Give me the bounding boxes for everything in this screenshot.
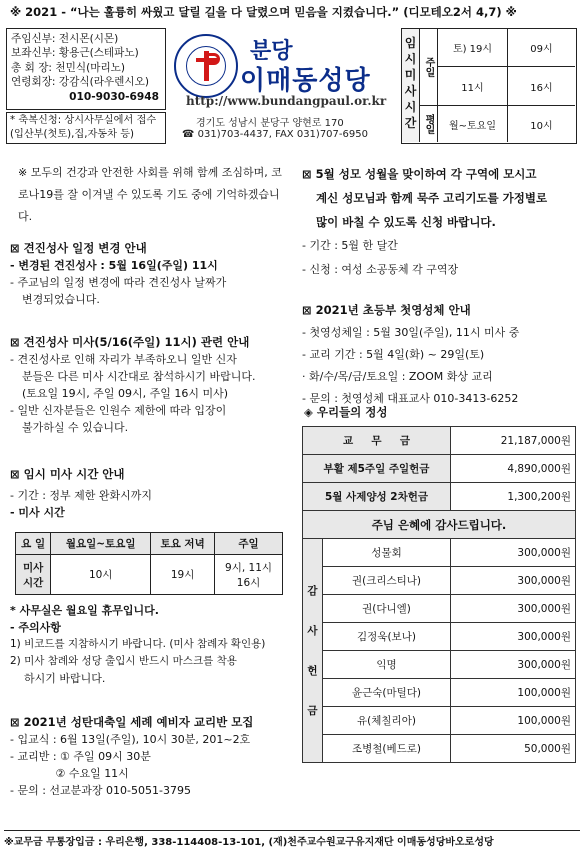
section-line: 변경되었습니다. — [22, 293, 100, 306]
section-line: - 일반 신자분들은 인원수 제한에 따라 입장이 — [10, 404, 227, 417]
donation-side-label: 감 사 헌 금 — [303, 539, 323, 763]
table-header: 주일 — [215, 533, 283, 555]
mass-slot: 09시 — [508, 29, 575, 67]
section-notes — [10, 602, 292, 687]
donor-amount: 300,000원 — [451, 539, 576, 567]
section-first-communion — [302, 298, 578, 410]
section-line: - 첫영성체일 : 5월 30일(주일), 11시 미사 중 — [302, 326, 520, 339]
offering-label: 부활 제5주일 주일헌금 — [303, 455, 451, 483]
top-quote: ※ 2021 - “나는 훌륭히 싸웠고 달릴 길을 다 달렸으며 믿음을 지켰습니다.” (디모테오2서 4,7) ※ — [10, 5, 517, 19]
section-line: 많이 바칠 수 있도록 신청 바랍니다. — [316, 215, 496, 229]
staff-row: 총 회 장: 천민식(마리노) — [11, 61, 126, 74]
donor-amount: 50,000원 — [451, 735, 576, 763]
section-line: · 화/수/목/금/토요일 : ZOOM 화상 교리 — [302, 370, 493, 383]
footer-bank-info: ※교무금 무통장입금 : 우리은행, 338-114408-13-101, (재)천주교수원교구유지재단 이매동성당바오로성당 — [4, 830, 580, 848]
thanks-banner: 주님 은혜에 감사드립니다. — [303, 511, 576, 539]
table-cell: 9시, 11시 16시 — [215, 555, 283, 595]
notice-line: (입산부(첫토),집,자동차 등) — [10, 129, 135, 140]
donor-amount: 100,000원 — [451, 679, 576, 707]
offering-table — [302, 426, 576, 763]
church-url[interactable]: http://www.bundangpaul.or.kr — [186, 94, 387, 108]
donor-name: 익명 — [323, 651, 451, 679]
section-confirmation-mass — [10, 334, 290, 436]
sunday-label: 주일 — [420, 29, 438, 106]
notice-line: * 축복신청: 상시사무실에서 접수 — [10, 115, 157, 126]
church-logo-block — [168, 28, 398, 146]
section-line: - 문의 : 첫영성체 대표교사 010-3413-6252 — [302, 392, 519, 405]
section-line: 계신 성모님과 함께 묵주 고리기도를 가정별로 — [316, 191, 548, 205]
section-line: * 사무실은 월요일 휴무입니다. — [10, 604, 159, 617]
mass-slot: 토) 19시 — [438, 29, 508, 67]
section-line: - 문의 : 선교분과장 010-5051-3795 — [10, 784, 191, 797]
table-header: 월요일~토요일 — [51, 533, 151, 555]
table-cell: 10시 — [51, 555, 151, 595]
offering-value: 1,300,200원 — [451, 483, 576, 511]
donor-name: 김정욱(보나) — [323, 623, 451, 651]
mass-slot: 11시 — [438, 67, 508, 106]
church-name-1: 분당 — [250, 39, 293, 64]
section-temp-mass — [10, 466, 290, 521]
section-title: ⊠ 2021년 초등부 첫영성체 안내 — [302, 303, 471, 317]
offering-label: 5월 사제양성 2차헌금 — [303, 483, 451, 511]
temp-mass-label: 임 시 미 사 시 간 — [402, 29, 420, 142]
section-rosary — [302, 162, 578, 282]
church-name-2: 이매동성당 — [240, 66, 371, 96]
church-seal-icon — [174, 34, 238, 98]
section-line: (토요일 19시, 주일 09시, 주일 16시 미사) — [22, 387, 229, 400]
table-row-label: 미사 시간 — [16, 555, 51, 595]
offering-value: 21,187,000원 — [451, 427, 576, 455]
staff-box — [6, 28, 166, 110]
offering-label: 교 무 금 — [303, 427, 451, 455]
section-line: - 주의사항 — [10, 621, 61, 634]
offering-value: 4,890,000원 — [451, 455, 576, 483]
table-cell: 19시 — [151, 555, 215, 595]
donor-amount: 100,000원 — [451, 707, 576, 735]
section-line: - 변경된 견진성사 : 5월 16일(주일) 11시 — [10, 259, 218, 272]
section-line: - 기간 : 정부 제한 완화시까지 — [10, 489, 153, 502]
section-line: - 입교식 : 6월 13일(주일), 10시 30분, 201~2호 — [10, 733, 251, 746]
section-line: ② 수요일 11시 — [10, 767, 129, 780]
weekday-label: 평일 — [420, 106, 438, 142]
staff-row: 주임신부: 전시몬(시몬) — [11, 33, 119, 45]
church-address: 경기도 성남시 분당구 양현로 170 — [196, 118, 344, 129]
donor-name: 윤근숙(마틸다) — [323, 679, 451, 707]
mass-schedule-table — [15, 532, 283, 595]
section-line: - 기간 : 5월 한 달간 — [302, 239, 398, 252]
donor-amount: 300,000원 — [451, 567, 576, 595]
section-line: 1) 비코드를 지참하시기 바랍니다. (미사 참례자 확인용) — [10, 638, 266, 650]
section-line: 분들은 다른 미사 시간대로 참석하시기 바랍니다. — [22, 370, 256, 383]
section-catechumen — [10, 714, 292, 799]
staff-phone: 010-9030-6948 — [69, 90, 159, 103]
section-title: ⊠ 5월 성모 성월을 맞이하여 각 구역에 모시고 — [302, 167, 537, 181]
mass-slot: 10시 — [530, 120, 553, 132]
donor-amount: 300,000원 — [451, 623, 576, 651]
section-line: - 신청 : 여성 소공동체 각 구역장 — [302, 263, 459, 276]
section-line: - 미사 시간 — [10, 506, 65, 519]
staff-row: 연령회장: 강감식(라우렌시오) — [11, 76, 150, 89]
section-title: ⊠ 견진성사 일정 변경 안내 — [10, 241, 147, 255]
section-title: ⊠ 2021년 성탄대축일 세례 예비자 교리반 모집 — [10, 715, 254, 729]
section-title: ⊠ 견진성사 미사(5/16(주일) 11시) 관련 안내 — [10, 335, 250, 349]
staff-row: 보좌신부: 황용근(스테파노) — [11, 47, 139, 60]
section-line: - 교리 기간 : 5월 4일(화) ~ 29일(토) — [302, 348, 485, 361]
donor-amount: 300,000원 — [451, 651, 576, 679]
offering-title: ◈ 우리들의 정성 — [304, 405, 388, 419]
section-line: - 주교님의 일정 변경에 따라 견진성사 날짜가 — [10, 276, 227, 289]
temp-mass-box — [401, 28, 577, 144]
section-confirmation — [10, 240, 290, 308]
section-line: 불가하실 수 있습니다. — [22, 421, 129, 434]
table-header: 요 일 — [16, 533, 51, 555]
donor-name: 권(크리스티나) — [323, 567, 451, 595]
blessing-notice — [6, 112, 166, 144]
donor-name: 유(체칠리아) — [323, 707, 451, 735]
intro-text: ※ 모두의 건강과 안전한 사회를 위해 함께 조심하며, 코로나19를 잘 이겨낼 수 있도록 기도 중에 기억하겠습니다. — [18, 166, 282, 223]
section-title: ⊠ 임시 미사 시간 안내 — [10, 467, 125, 481]
section-line: 2) 미사 참례와 성당 출입시 반드시 마스크를 착용 — [10, 655, 237, 667]
donor-amount: 300,000원 — [451, 595, 576, 623]
donor-name: 조병철(베드로) — [323, 735, 451, 763]
table-header: 토요 저녁 — [151, 533, 215, 555]
mass-slot: 16시 — [508, 67, 575, 106]
church-tel: ☎ 031)703-4437, FAX 031)707-6950 — [182, 129, 368, 140]
mass-slot: 월~토요일 — [438, 106, 508, 142]
donor-name: 권(다니엘) — [323, 595, 451, 623]
donor-name: 성물회 — [323, 539, 451, 567]
section-line: 하시기 바랍니다. — [24, 672, 106, 685]
section-line: - 견진성사로 인해 자리가 부족하오니 일반 신자 — [10, 353, 237, 366]
section-line: - 교리반 : ① 주일 09시 30분 — [10, 750, 151, 763]
